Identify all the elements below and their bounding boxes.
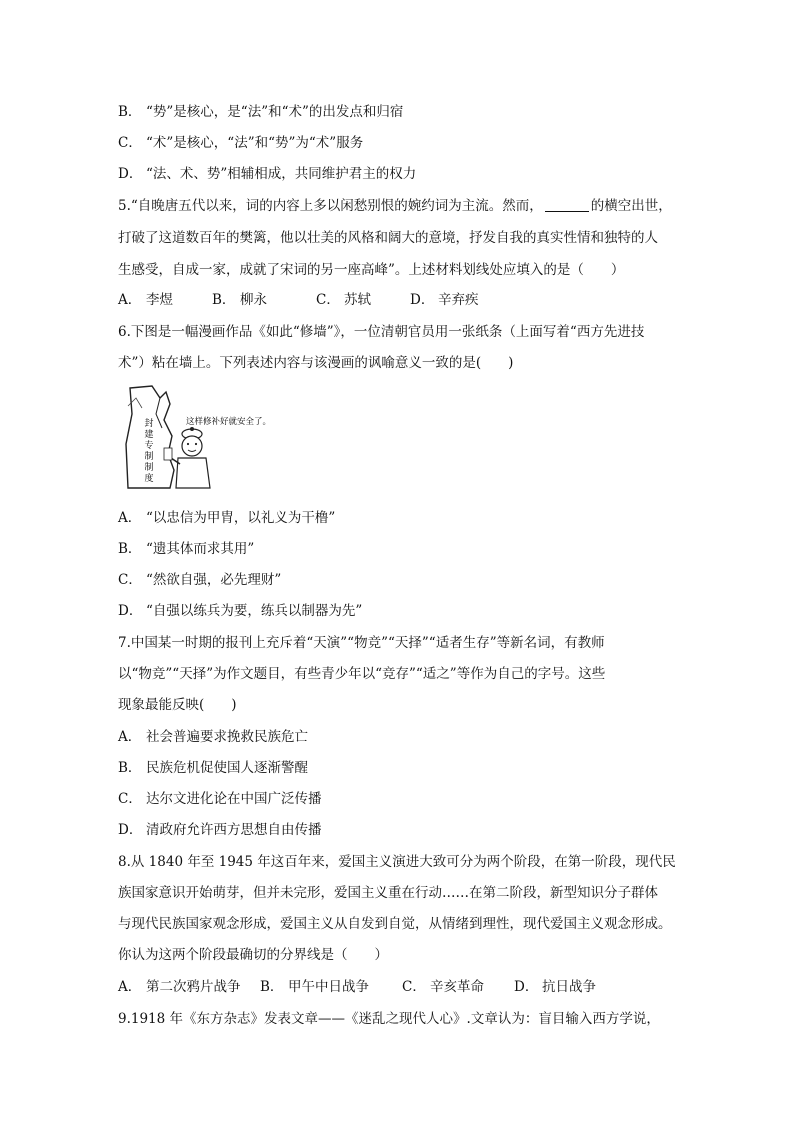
wall-crack xyxy=(128,398,142,408)
option-letter: D． xyxy=(514,979,539,995)
option-text: 甲午中日战争 xyxy=(288,979,369,995)
option-letter: B． xyxy=(212,292,236,308)
option-text: 第二次鸦片战争 xyxy=(146,979,241,995)
q8-option-d xyxy=(514,977,596,997)
option-letter: B． xyxy=(118,104,142,120)
wall-char: 度 xyxy=(144,474,154,484)
q5-option-d xyxy=(410,290,479,310)
speech-text: 这样修补好就安全了。 xyxy=(186,417,272,427)
option-text: “法、术、势”相辅相成，共同维护君主的权力 xyxy=(146,166,417,182)
option-text: 清政府允许西方思想自由传播 xyxy=(146,822,322,838)
option-letter: C． xyxy=(316,292,340,308)
q5-options xyxy=(118,290,479,310)
option-letter: B． xyxy=(118,541,142,557)
q6-stem-line-2: 术”）粘在墙上。下列表述内容与该漫画的讽喻意义一致的是( ) xyxy=(118,355,514,371)
wall-char: 制 xyxy=(144,463,154,473)
q5-stem-line-2: 打破了这道数百年的樊篱，他以壮美的风格和阔大的意境，抒发自我的真实性情和独特的人 xyxy=(118,230,658,246)
option-letter: B． xyxy=(260,979,284,995)
option-text: 达尔文进化论在中国广泛传播 xyxy=(146,791,322,807)
q7-option-a xyxy=(118,727,308,747)
option-letter: C． xyxy=(118,135,142,151)
option-text: 社会普遍要求挽救民族危亡 xyxy=(146,729,308,745)
q8-stem-line-4: 你认为这两个阶段最确切的分界线是（ ） xyxy=(118,947,388,963)
q6-option-b xyxy=(118,539,254,559)
option-letter: D． xyxy=(118,603,143,619)
q7-option-b xyxy=(118,758,308,778)
option-letter: B． xyxy=(118,760,142,776)
option-text: “遗其体而求其用” xyxy=(146,541,255,557)
option-text: 苏轼 xyxy=(344,292,371,308)
q6-option-a xyxy=(118,508,335,528)
option-text: 李煜 xyxy=(146,292,173,308)
option-letter: D． xyxy=(118,822,143,838)
wall-char: 建 xyxy=(144,430,154,440)
q7-stem-line-1: 7.中国某一时期的报刊上充斥着“天演”“物竞”“天择”“适者生存”等新名词，有教师 xyxy=(118,635,605,651)
option-text: “自强以练兵为要，练兵以制器为先” xyxy=(146,603,363,619)
option-text: “势”是核心，是“法”和“术”的出发点和归宿 xyxy=(146,104,404,120)
official-robe xyxy=(176,458,210,488)
q9-stem-line-1: 9.1918 年《东方杂志》发表文章——《迷乱之现代人心》.文章认为：盲目输入西方学说， xyxy=(118,1011,660,1027)
option-text: 民族危机促使国人逐渐警醒 xyxy=(146,760,308,776)
q4-option-b xyxy=(118,102,403,122)
fill-in-blank xyxy=(545,197,589,212)
q5-option-a xyxy=(118,290,212,310)
cartoon-image xyxy=(122,384,280,490)
q5-option-b xyxy=(212,290,316,310)
wall-crack xyxy=(156,398,162,428)
q5-stem-line-1 xyxy=(118,196,672,216)
official-head xyxy=(182,436,202,456)
q7-option-d xyxy=(118,820,322,840)
option-letter: A． xyxy=(118,510,142,526)
q8-option-a xyxy=(118,977,260,997)
q8-options xyxy=(118,977,596,997)
q6-option-d xyxy=(118,601,362,621)
wall-char: 制 xyxy=(144,452,154,462)
option-text: 柳永 xyxy=(240,292,267,308)
q5-text: 的横空出世， xyxy=(590,198,672,214)
option-text: “术”是核心，“法”和“势”为“术”服务 xyxy=(146,135,364,151)
q8-stem-line-2: 族国家意识开始萌芽，但并未完形，爱国主义重在行动……在第二阶段，新型知识分子群体 xyxy=(118,885,658,901)
option-letter: D． xyxy=(410,292,435,308)
q7-option-c xyxy=(118,789,322,809)
q8-stem-line-1: 8.从 1840 年至 1945 年这百年来，爱国主义演进大致可分为两个阶段，在第一阶段，现代民 xyxy=(118,854,676,870)
q5-option-c xyxy=(316,290,410,310)
option-letter: C． xyxy=(118,572,142,588)
wall-char: 封 xyxy=(144,419,154,429)
q4-option-c xyxy=(118,133,363,153)
q5-stem-line-3: 生感受，自成一家，成就了宋词的另一座高峰”。上述材料划线处应填入的是（ ） xyxy=(118,262,625,278)
q6-option-c xyxy=(118,570,281,590)
official-eye xyxy=(187,443,189,445)
q5-text: 5.“自晚唐五代以来，词的内容上多以闲愁别恨的婉约词为主流。然而， xyxy=(118,198,543,214)
wall-char: 专 xyxy=(144,441,154,451)
q7-stem-line-3: 现象最能反映( ) xyxy=(118,697,237,713)
option-text: “以忠信为甲胄，以礼义为干橹” xyxy=(146,510,336,526)
option-text: “然欲自强，必先理财” xyxy=(146,572,282,588)
official-eye xyxy=(195,443,197,445)
option-letter: A． xyxy=(118,979,142,995)
option-text: 辛弃疾 xyxy=(438,292,479,308)
q8-option-c xyxy=(402,977,514,997)
option-text: 抗日战争 xyxy=(542,979,596,995)
option-text: 辛亥革命 xyxy=(430,979,484,995)
q7-stem-line-2: 以“物竞”“天择”为作文题目，有些青少年以“竞存”“适之”等作为自己的字号。这些 xyxy=(118,666,606,682)
hat-button xyxy=(190,427,194,431)
q4-option-d xyxy=(118,164,416,184)
q8-stem-line-3: 与现代民族国家观念形成，爱国主义从自发到自觉，从情绪到理性，现代爱国主义观念形成。 xyxy=(118,916,672,932)
option-letter: A． xyxy=(118,729,142,745)
option-letter: A． xyxy=(118,292,142,308)
option-letter: C． xyxy=(402,979,426,995)
option-letter: C． xyxy=(118,791,142,807)
option-letter: D． xyxy=(118,166,143,182)
q8-option-b xyxy=(260,977,402,997)
q6-stem-line-1: 6.下图是一幅漫画作品《如此“修墙”》，一位清朝官员用一张纸条（上面写着“西方先进技 xyxy=(118,324,645,340)
paper-strip xyxy=(164,448,172,460)
